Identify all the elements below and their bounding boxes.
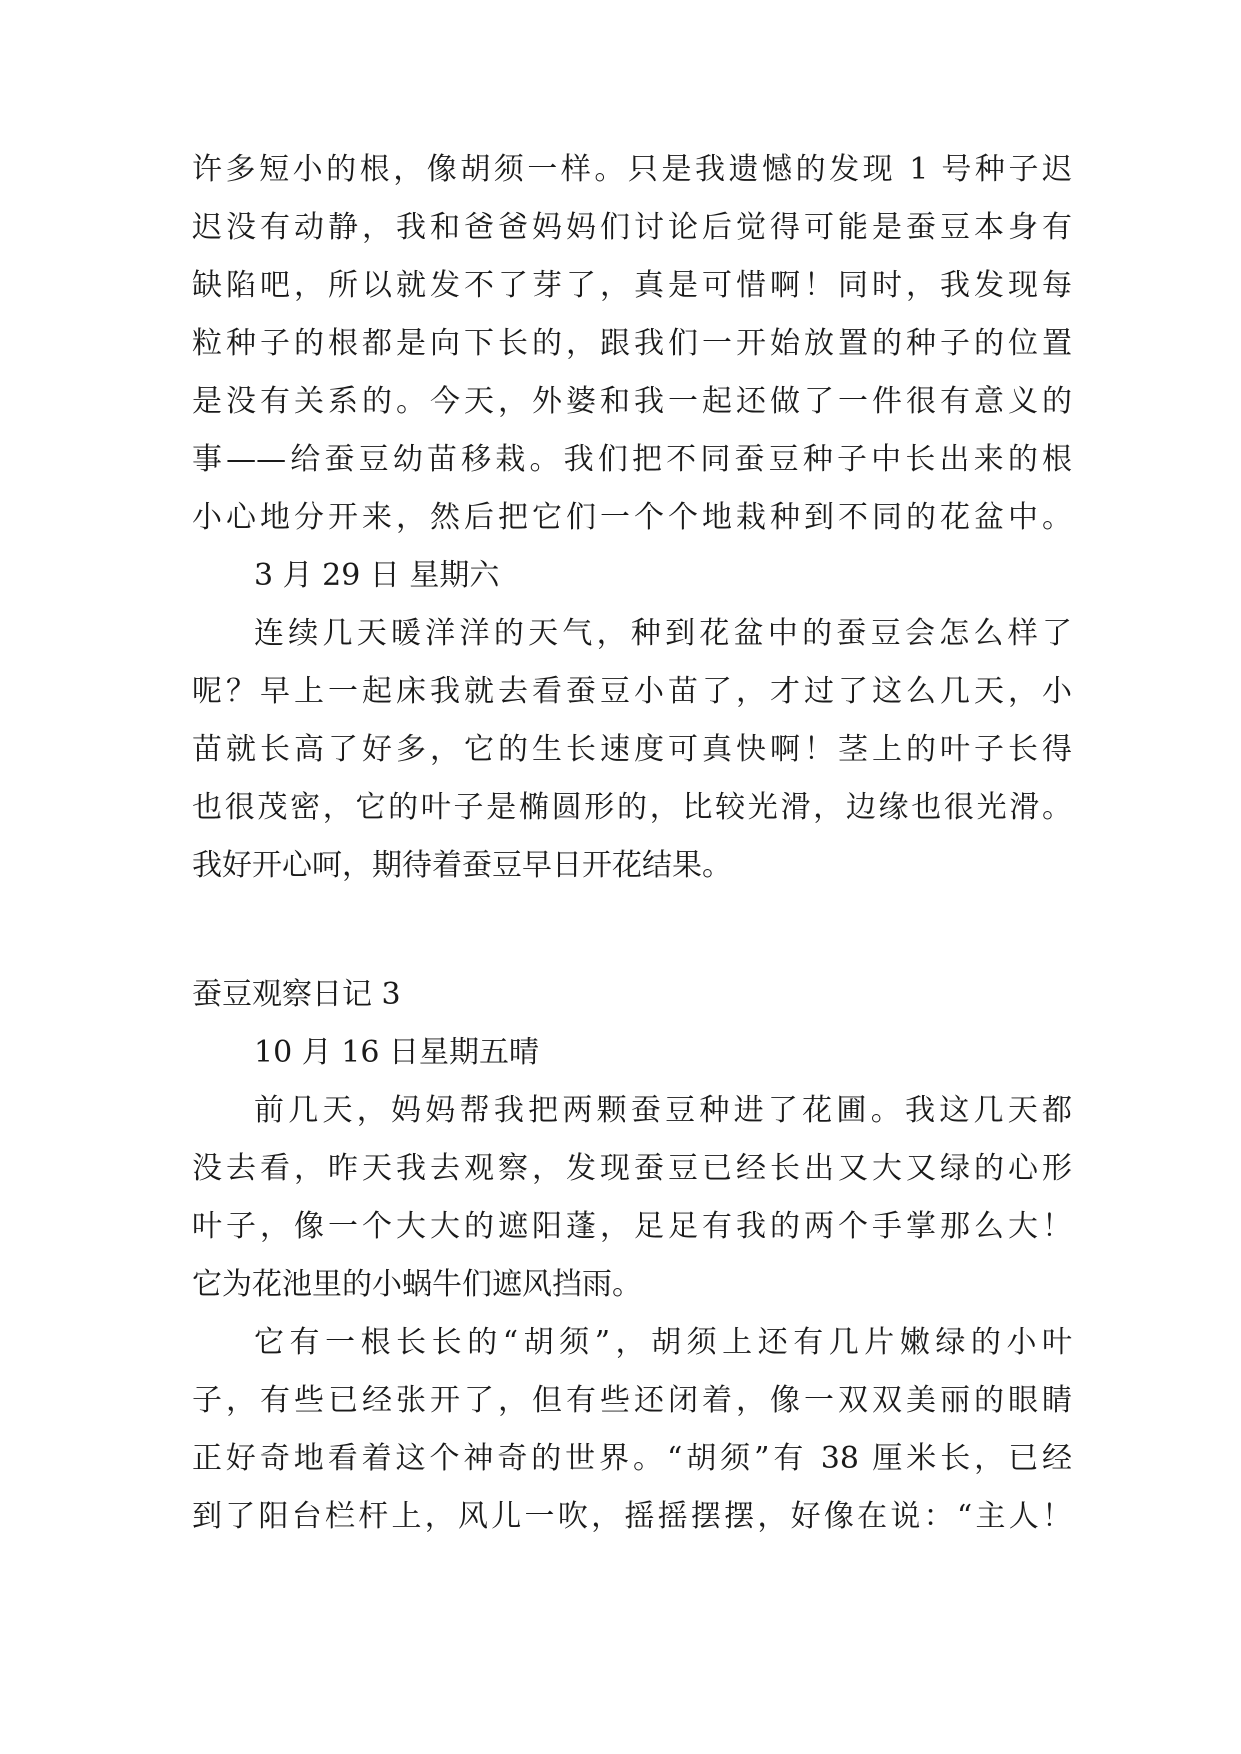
paragraph-line: 事——给蚕豆幼苗移栽。我们把不同蚕豆种子中长出来的根 — [192, 442, 1072, 477]
paragraph-line: 苗就长高了好多，它的生长速度可真快啊！茎上的叶子长得 — [192, 732, 1072, 767]
paragraph-line: 也很茂密，它的叶子是椭圆形的，比较光滑，边缘也很光滑。 — [192, 790, 1072, 825]
paragraph-line: 子，有些已经张开了，但有些还闭着，像一双双美丽的眼睛 — [192, 1383, 1072, 1418]
paragraph-line: 缺陷吧，所以就发不了芽了，真是可惜啊！同时，我发现每 — [192, 268, 1072, 303]
paragraph-line: 正好奇地看着这个神奇的世界。“胡须”有 38 厘米长，已经 — [192, 1441, 1072, 1476]
paragraph-line: 到了阳台栏杆上，风儿一吹，摇摇摆摆，好像在说：“主人！ — [192, 1499, 1072, 1534]
paragraph-line: 粒种子的根都是向下长的，跟我们一开始放置的种子的位置 — [192, 326, 1072, 361]
paragraph-line: 许多短小的根，像胡须一样。只是我遗憾的发现 1 号种子迟 — [192, 152, 1072, 187]
paragraph-line: 没去看，昨天我去观察，发现蚕豆已经长出又大又绿的心形 — [192, 1151, 1072, 1186]
paragraph-line: 呢？早上一起床我就去看蚕豆小苗了，才过了这么几天，小 — [192, 674, 1072, 709]
paragraph-line: 小心地分开来，然后把它们一个个地栽种到不同的花盆中。 — [192, 500, 1072, 535]
paragraph-line: 是没有关系的。今天，外婆和我一起还做了一件很有意义的 — [192, 384, 1072, 419]
paragraph-line: 迟没有动静，我和爸爸妈妈们讨论后觉得可能是蚕豆本身有 — [192, 210, 1072, 245]
paragraph-line: 前几天，妈妈帮我把两颗蚕豆种进了花圃。我这几天都 — [254, 1093, 1072, 1128]
section-title: 蚕豆观察日记 3 — [192, 977, 401, 1012]
date-heading: 10 月 16 日星期五晴 — [254, 1035, 539, 1070]
paragraph-line: 连续几天暖洋洋的天气，种到花盆中的蚕豆会怎么样了 — [254, 616, 1072, 651]
paragraph-line: 我好开心呵，期待着蚕豆早日开花结果。 — [192, 848, 732, 883]
paragraph-line: 它为花池里的小蜗牛们遮风挡雨。 — [192, 1267, 642, 1302]
paragraph-line: 它有一根长长的“胡须”，胡须上还有几片嫩绿的小叶 — [254, 1325, 1072, 1360]
date-heading: 3 月 29 日 星期六 — [254, 558, 500, 593]
paragraph-line: 叶子，像一个大大的遮阳蓬，足足有我的两个手掌那么大！ — [192, 1209, 1072, 1244]
